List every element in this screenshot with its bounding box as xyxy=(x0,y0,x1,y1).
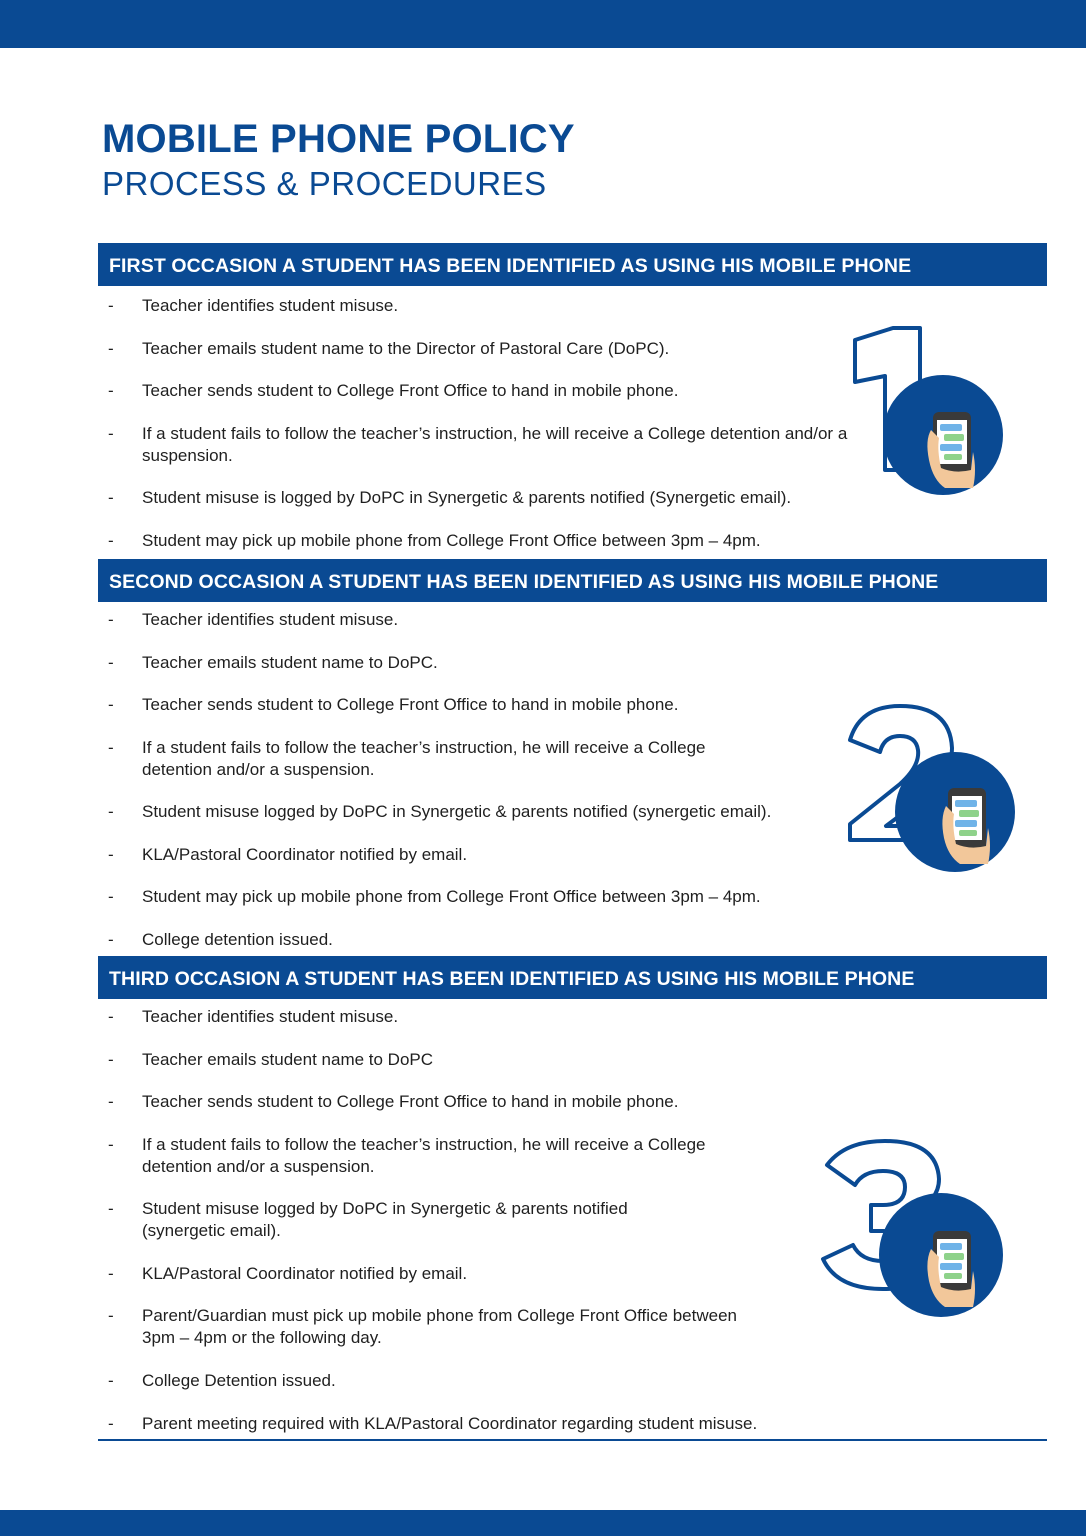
bullet-dash: - xyxy=(108,381,114,400)
bullet-dash: - xyxy=(108,1371,114,1390)
page-subtitle: PROCESS & PROCEDURES xyxy=(102,165,547,202)
bottom-brand-band xyxy=(0,1510,1086,1536)
illustration-first xyxy=(845,320,1015,500)
section-heading-third: THIRD OCCASION A STUDENT HAS BEEN IDENTIFIED AS USING HIS MOBILE PHONE xyxy=(98,956,1047,999)
bullet-dash: - xyxy=(108,802,114,821)
bullet-dash: - xyxy=(108,1414,114,1433)
bullet-dash: - xyxy=(108,1092,114,1111)
bullet-dash: - xyxy=(108,1007,114,1026)
hand-holding-phone-icon xyxy=(942,788,990,864)
illustration-third xyxy=(815,1135,1010,1325)
bullet-dash: - xyxy=(108,845,114,864)
bullet-dash: - xyxy=(108,695,114,714)
illustration-second xyxy=(840,700,1020,875)
section-heading-first: FIRST OCCASION A STUDENT HAS BEEN IDENTIFIED AS USING HIS MOBILE PHONE xyxy=(98,243,1047,286)
bullet-dash: - xyxy=(108,339,114,358)
bullet-dash: - xyxy=(108,424,114,443)
bullet-dash: - xyxy=(108,531,114,550)
top-brand-band xyxy=(0,0,1086,48)
bullet-dash: - xyxy=(108,887,114,906)
bullet-dash: - xyxy=(108,1264,114,1283)
bullet-dash: - xyxy=(108,653,114,672)
bullet-dash: - xyxy=(108,1199,114,1218)
bullet-dash: - xyxy=(108,1135,114,1154)
bullet-dash: - xyxy=(108,930,114,949)
bullet-dash: - xyxy=(108,738,114,757)
bullet-dash: - xyxy=(108,488,114,507)
hand-holding-phone-icon xyxy=(927,1231,975,1307)
bottom-rule xyxy=(98,1439,1047,1441)
bullet-dash: - xyxy=(108,610,114,629)
bullet-dash: - xyxy=(108,296,114,315)
bullet-dash: - xyxy=(108,1050,114,1069)
page-title: MOBILE PHONE POLICY xyxy=(102,117,575,161)
section-heading-second: SECOND OCCASION A STUDENT HAS BEEN IDENTIFIED AS USING HIS MOBILE PHONE xyxy=(98,559,1047,602)
bullet-dash: - xyxy=(108,1306,114,1325)
